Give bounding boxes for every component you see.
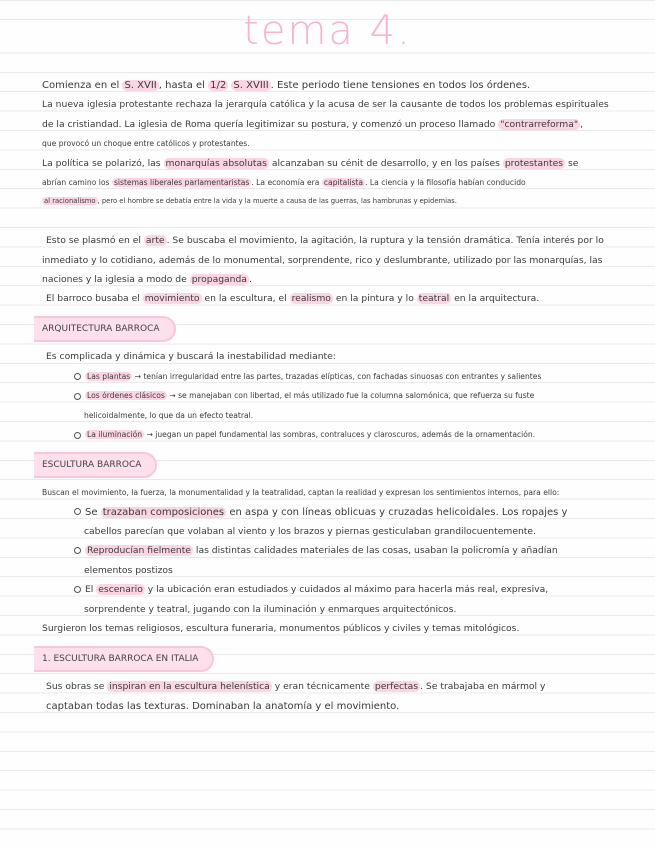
escultura-closing: Surgieron los temas religiosos, escultura funeraria, monumentos públicos y civiles y temas mitológicos.	[42, 622, 520, 634]
highlight-helenistica: inspiran en la escultura helenística	[109, 681, 270, 693]
page-title: tema 4.	[243, 8, 412, 54]
intro-line-2: La nueva iglesia protestante rechaza la jerarquía católica y la acusa de ser la causante de todos los problemas espirituales	[42, 99, 609, 111]
notes-body	[42, 76, 630, 716]
arquitectura-bullet-1: Las plantas → tenían irregularidad entre las partes, trazadas elípticas, con fachadas sinuosas con entrantes y salientes	[42, 367, 630, 386]
highlight-iluminacion: La iluminación	[87, 430, 143, 440]
section-heading-italia: 1. ESCULTURA BARROCA EN ITALIA	[34, 646, 214, 672]
arquitectura-intro: Es complicada y dinámica y buscará la inestabilidad mediante:	[46, 351, 336, 363]
highlight-protestantes: protestantes	[504, 157, 564, 169]
italia-line-2: captaban todas las texturas. Dominaban la anatomía y el movimiento.	[46, 700, 400, 712]
escultura-bullet-1-cont: cabellos parecían que volaban al viento y los brazos y piernas gesticulaban grandilocuentemente.	[84, 526, 536, 538]
section-heading-escultura: ESCULTURA BARROCA	[34, 452, 157, 478]
highlight-composiciones: trazaban composiciones	[102, 506, 225, 518]
intro-line-6: abrían camino los sistemas liberales parlamentaristas . La economía era capitalista . La ciencia y la filosofía habían conducido	[42, 177, 526, 187]
intro-line-1: Comienza en el S. XVII , hasta el 1/2 S. XVIII . Este periodo tiene tensiones en todos los órdenes.	[42, 80, 531, 91]
intro-line-3: de la cristiandad. La iglesia de Roma quería legitimizar su postura, y comenzó un proceso llamado "contrarreforma" ,	[42, 118, 584, 130]
arquitectura-bullet-2: Los órdenes clásicos → se manejaban con libertad, el más utilizado fue la columna salomónica, que refuerza su fuste	[42, 386, 630, 405]
italia-line-1: Sus obras se inspiran en la escultura helenística y eran técnicamente perfectas . Se trabajaba en mármol y	[46, 681, 546, 693]
highlight-movimiento: movimiento	[144, 293, 200, 305]
highlight-contrarreforma: "contrarreforma"	[500, 118, 579, 130]
highlight-century-start: S. XVII	[124, 80, 157, 91]
highlight-teatral: teatral	[418, 293, 450, 305]
escultura-bullet-2: Reproducían fielmente las distintas calidades materiales de las cosas, usaban la policromía y añadían	[42, 541, 630, 560]
highlight-realismo: realismo	[291, 293, 331, 305]
bullet-icon	[74, 432, 81, 439]
escultura-intro: Buscan el movimiento, la fuerza, la monumentalidad y la teatralidad, captan la realidad y expresan los sentimientos internos, para ello:	[42, 488, 560, 498]
escultura-bullet-2-cont: elementos postizos	[84, 564, 173, 576]
intro-line-4: que provocó un choque entre católicos y protestantes.	[42, 139, 250, 149]
highlight-propaganda: propaganda	[191, 273, 247, 285]
bullet-icon	[74, 508, 81, 515]
bullet-icon	[74, 373, 81, 380]
highlight-arte: arte	[145, 235, 165, 247]
section-heading-arquitectura: ARQUITECTURA BARROCA	[34, 316, 176, 342]
highlight-fraction: 1/2	[210, 80, 227, 91]
escultura-bullet-3-cont: sorprendente y teatral, jugando con la iluminación y enmarques arquitectónicos.	[84, 603, 457, 615]
highlight-plantas: Las plantas	[87, 371, 131, 381]
highlight-sistemas-liberales: sistemas liberales parlamentaristas	[113, 177, 250, 187]
art-line-1: Esto se plasmó en el arte . Se buscaba el movimiento, la agitación, la ruptura y la tensión dramática. Tenía interés por lo	[46, 235, 604, 247]
arquitectura-bullet-2-cont: helicoidalmente, lo que da un efecto teatral.	[84, 410, 254, 420]
art-line-4: El barroco busaba el movimiento en la escultura, el realismo en la pintura y lo teatral en la arquitectura.	[46, 293, 540, 305]
art-line-3: naciones y la iglesia a modo de propaganda .	[42, 273, 252, 285]
intro-line-7: al racionalismo , pero el hombre se debatía entre la vida y la muerte a causa de las guerras, las hambrunas y epidemias.	[44, 197, 457, 206]
escultura-bullet-3: El escenario y la ubicación eran estudiados y cuidados al máximo para hacerla más real, expresiva,	[42, 580, 630, 599]
escultura-bullet-1: Se trazaban composiciones en aspa y con líneas oblicuas y cruzadas helicoidales. Los ropajes y	[42, 503, 630, 522]
arquitectura-bullet-3: La iluminación → juegan un papel fundamental las sombras, contraluces y claroscuros, además de la ornamentación.	[42, 425, 630, 444]
highlight-capitalista: capitalista	[323, 177, 364, 187]
highlight-escenario: escenario	[98, 584, 143, 596]
bullet-icon	[74, 547, 81, 554]
highlight-perfectas: perfectas	[374, 681, 419, 693]
bullet-icon	[74, 586, 81, 593]
highlight-racionalismo: al racionalismo	[44, 197, 96, 206]
bullet-icon	[74, 393, 81, 400]
highlight-monarquias: monarquías absolutas	[165, 157, 267, 169]
highlight-ordenes: Los órdenes clásicos	[87, 391, 165, 401]
highlight-century-end: S. XVIII	[233, 80, 269, 91]
intro-line-5: La política se polarizó, las monarquías absolutas alcanzaban su cénit de desarrollo, y en los países protestantes se	[42, 157, 579, 169]
highlight-reproducian: Reproducían fielmente	[87, 545, 191, 557]
art-line-2: inmediato y lo cotidiano, además de lo monumental, sorprendente, rico y deslumbrante, utilizado por las monarquías, las	[42, 254, 603, 266]
